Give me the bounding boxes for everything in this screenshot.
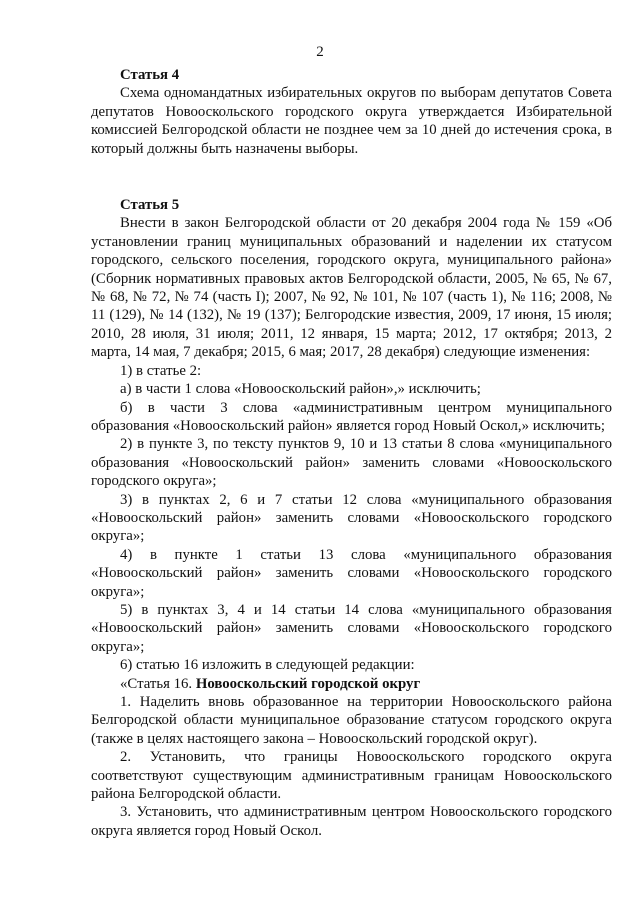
quoted-article-prefix: «Статья 16. [120, 675, 196, 692]
amendment-item-5: 5) в пунктах 3, 4 и 14 статьи 14 слова «муниципального образования «Новооскольский район» заменить словами «Новооскольского городского округа»; [91, 601, 612, 655]
article-5-intro: Внести в закон Белгородской области от 20 декабря 2004 года № 159 «Об установлении границ муниципальных образований и наделении их статусом городского, сельского поселения, городского округа, муниципального района» (Сборник нормативных правовых актов Белгородской области, 2005, № 65, № 67, № 68, № 72, № 74 (часть I); 2007, № 92, № 101, № 107 (часть 1), № 116; 2008, № 11 (129), № 14 (132), № 19 (137); Белгородские известия, 2009, 17 июня, 15 июля; 2010, 28 июля, 31 июля; 2011, 12 января, 15 марта; 2012, 17 октября; 2013, 2 марта, 14 мая, 7 декабря; 2015, 6 мая; 2017, 28 декабря) следующие изменения: [91, 215, 612, 361]
quoted-article-16-heading [91, 675, 612, 693]
article-16-clause-1: 1. Наделить вновь образованное на территории Новооскольского района Белгородской области муниципальное образование статусом городского округа (также в целях настоящего закона – Новооскольский городской округ). [91, 694, 612, 747]
article-16-clause-2: 2. Установить, что границы Новооскольского городского округа соответствуют существующим административным границам Новооскольского района Белгородской области. [91, 749, 612, 803]
amendment-item-1: 1) в статье 2: [120, 362, 202, 379]
amendment-item-1b: б) в части 3 слова «административным центром муниципального образования «Новооскольский район» является город Новый Оскол,» исключить; [91, 399, 612, 434]
article-4-text: Схема одномандатных избирательных округов по выборам депутатов Совета депутатов Новооскольского городского округа утверждается Избирательной комиссией Белгородской области не позднее чем за 10 дней до истечения срока, в который должны быть назначены выборы. [91, 85, 612, 157]
amendment-item-1a: а) в части 1 слова «Новооскольский район»,» исключить; [120, 381, 481, 398]
amendment-item-4: 4) в пункте 1 статьи 13 слова «муниципального образования «Новооскольский район» заменить словами «Новооскольского городского округа»; [91, 546, 612, 600]
article-5-heading: Статья 5 [120, 197, 180, 214]
document-body [91, 66, 612, 840]
quoted-article-title: Новооскольский городской округ [195, 675, 421, 692]
amendment-item-6: 6) статью 16 изложить в следующей редакции: [120, 657, 415, 674]
page-number: 2 [316, 44, 324, 60]
article-16-clause-3: 3. Установить, что административным центром Новооскольского городского округа является город Новый Оскол. [91, 804, 612, 839]
amendment-item-3: 3) в пунктах 2, 6 и 7 статьи 12 слова «муниципального образования «Новооскольский район» заменить словами «Новооскольского городского округа»; [91, 491, 612, 545]
article-4-heading: Статья 4 [120, 67, 180, 83]
amendment-item-2: 2) в пункте 3, по тексту пунктов 9, 10 и 13 статьи 8 слова «муниципального образования «Новооскольский район» заменить словами «Новооскольского городского округа»; [91, 436, 612, 490]
